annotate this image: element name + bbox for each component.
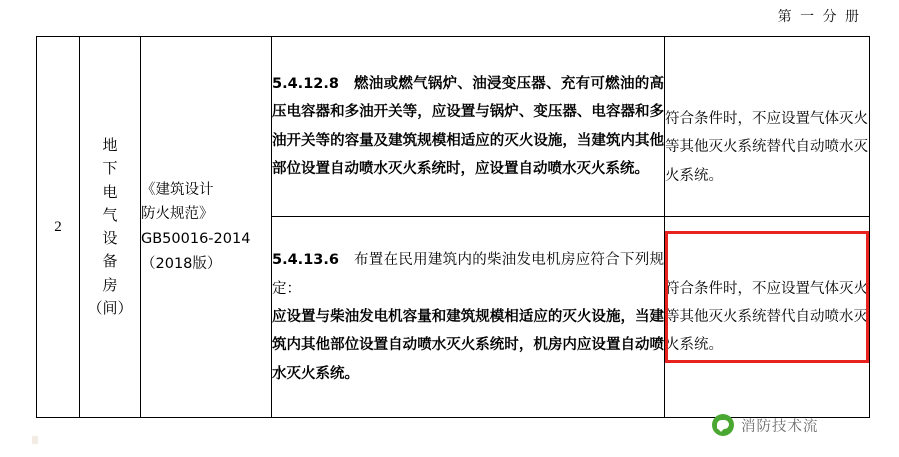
clause-paragraph-2: 5.4.13.6 布置在民用建筑内的柴油发电机房应符合下列规定： 应设置与柴油发电机容量和建筑规模相适应的灭火设施，当建筑内其他部位设置自动喷水灭火系统时，机房内应设置自动喷水灭火系统。 [272,252,664,382]
watermark [712,414,819,436]
row-number-cell: 2 [37,37,80,418]
volume-label: 第 一 分 册 [777,9,861,25]
wechat-logo-icon [712,414,734,436]
watermark-label: 消防技术流 [741,418,819,435]
standard-line-4: （2018版） [141,255,222,272]
table-row [37,37,870,217]
room-type-line-6: 备 [102,252,118,271]
room-type-line-8: （间） [87,298,133,317]
room-type-cell [80,37,141,418]
page-corner-mark [32,436,38,444]
room-type-line-4: 气 [102,205,118,224]
clause-text-cell-1 [272,37,665,217]
standard-reference-cell [141,37,272,418]
remark-text-2: 符合条件时，不应设置气体灭火等其他灭火系统替代自动喷水灭火系统。 [665,280,868,354]
remark-cell-1 [665,37,870,217]
document-table-wrapper [36,36,868,418]
room-type-line-7: 房 [102,275,118,294]
clause-text-cell-2 [272,217,665,418]
room-type-line-2: 下 [102,159,118,178]
remark-text-1: 符合条件时，不应设置气体灭火等其他灭火系统替代自动喷水灭火系统。 [665,111,868,184]
room-type-line-3: 电 [102,182,118,201]
clause-paragraph-1: 5.4.12.8 燃油或燃气锅炉、油浸变压器、充有可燃油的高压电容器和多油开关等，应设置与锅炉、变压器、电容器和多油开关等的容量及建筑规模相适应的灭火设施，当建筑内其他部位设置自动喷水灭火系统时，应设置自动喷水灭火系统。 [272,76,664,177]
remark-cell-2 [665,217,870,418]
room-type-line-1: 地 [102,136,118,154]
room-type-line-5: 设 [102,229,118,247]
requirements-table [36,36,870,418]
standard-line-1: 《建筑设计 [141,181,214,198]
standard-line-2: 防火规范》 [141,206,214,223]
page-header [778,6,861,26]
standard-line-3: GB50016-2014 [141,231,251,247]
